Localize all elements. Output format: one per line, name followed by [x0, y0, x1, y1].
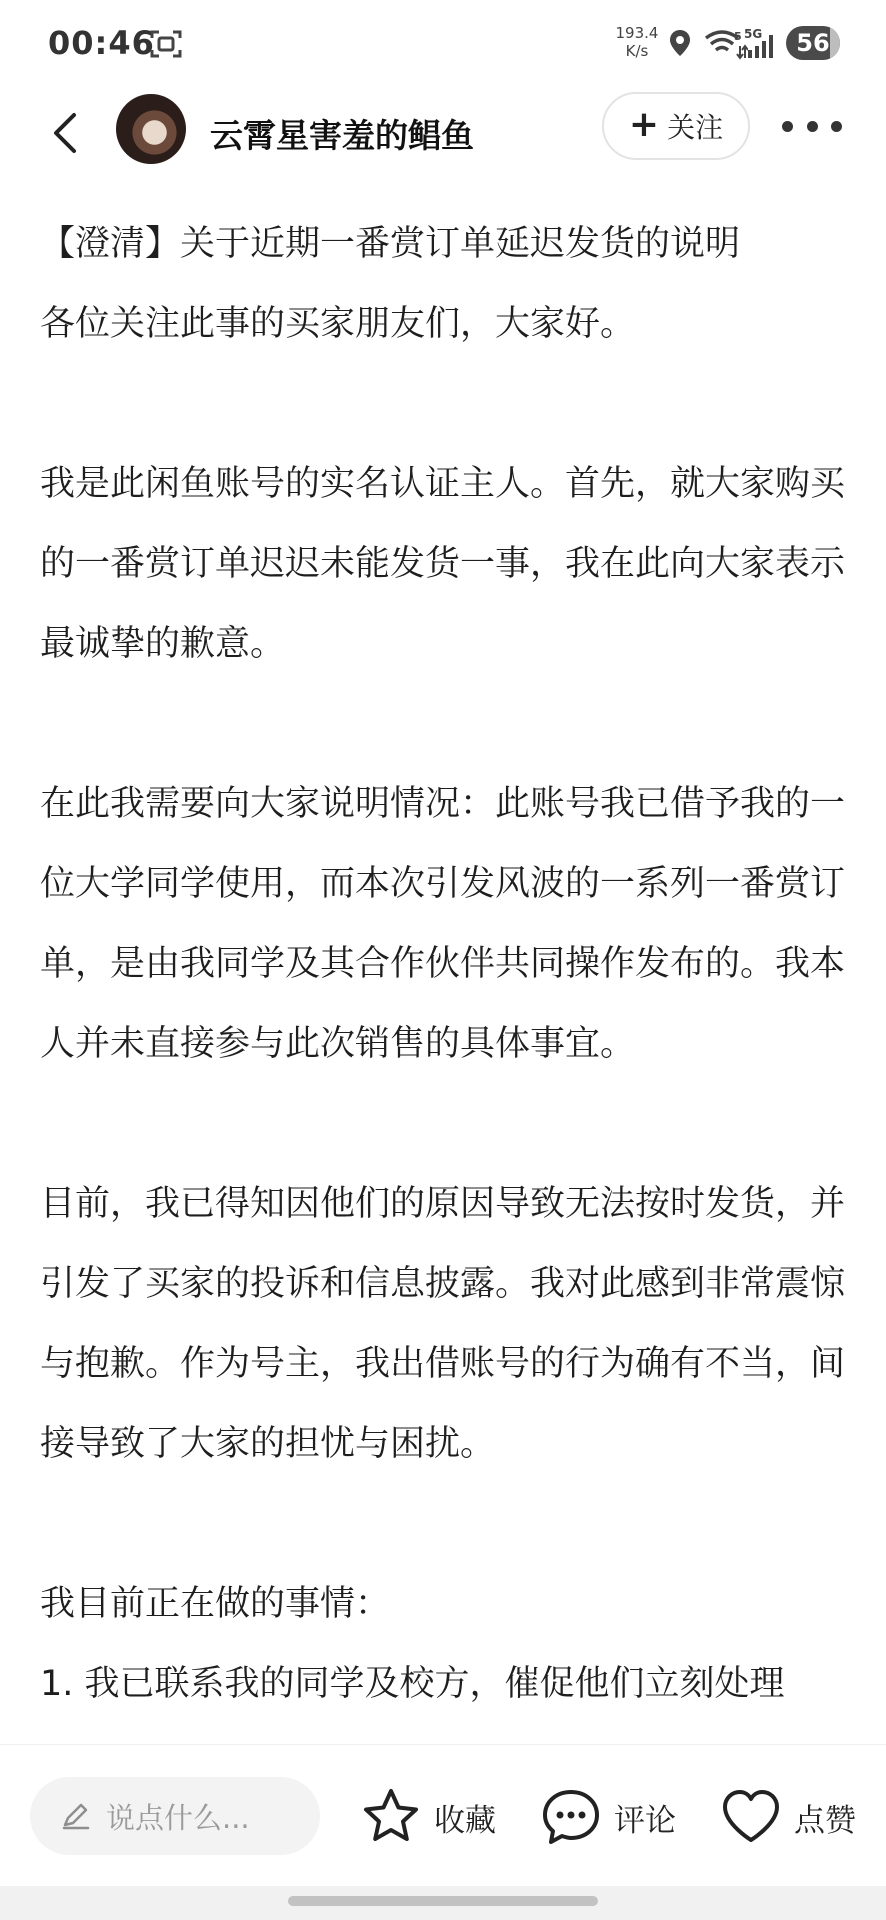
- comment-input[interactable]: [30, 1777, 320, 1855]
- plus-icon: +: [628, 103, 660, 145]
- wifi-icon: [704, 28, 748, 60]
- 5g-signal-icon: [744, 26, 780, 60]
- follow-button[interactable]: [602, 92, 750, 160]
- post-body: [40, 204, 850, 1724]
- pencil-icon: [60, 1800, 92, 1832]
- location-icon: [668, 28, 692, 58]
- net-speed: [612, 24, 662, 60]
- like-label: 点赞: [794, 1802, 856, 1839]
- back-icon: [50, 112, 80, 154]
- svg-text:5G: 5G: [744, 27, 763, 41]
- status-time: 00:46: [48, 24, 155, 62]
- star-icon: [360, 1787, 422, 1847]
- battery-indicator: [786, 26, 840, 60]
- paragraph-status: 目前，我已得知因他们的原因导致无法按时发货，并引发了买家的投诉和信息披露。我对此感到非常震惊与抱歉。作为号主，我出借账号的行为确有不当，间接导致了大家的担忧与困扰。: [40, 1184, 846, 1464]
- paragraph-explanation: 在此我需要向大家说明情况：此账号我已借予我的一位大学同学使用，而本次引发风波的一系列一番赏订单，是由我同学及其合作伙伴共同操作发布的。我本人并未直接参与此次销售的具体事宜。: [40, 784, 846, 1064]
- favorite-button[interactable]: [360, 1785, 496, 1849]
- status-bar: [0, 0, 886, 88]
- net-speed-unit: K/s: [625, 42, 649, 60]
- comment-label: 评论: [614, 1802, 676, 1839]
- comment-button[interactable]: [540, 1785, 676, 1849]
- net-speed-value: 193.4: [615, 24, 659, 42]
- like-button[interactable]: [720, 1785, 856, 1849]
- comment-placeholder: 说点什么...: [106, 1800, 250, 1835]
- avatar[interactable]: [116, 94, 186, 164]
- more-icon: [782, 121, 793, 132]
- heart-icon: [720, 1787, 782, 1847]
- paragraph-actions: 我目前正在做的事情： 1. 我已联系我的同学及校方，催促他们立刻处理: [40, 1584, 785, 1704]
- follow-label: 关注: [667, 111, 724, 144]
- paragraph-intro: 【澄清】关于近期一番赏订单延迟发货的说明 各位关注此事的买家朋友们，大家好。: [40, 224, 741, 344]
- username[interactable]: 云霄星害羞的鲳鱼: [210, 116, 474, 155]
- more-button[interactable]: [782, 106, 842, 146]
- svg-text:5: 5: [734, 30, 742, 43]
- bottom-action-bar: [0, 1744, 886, 1887]
- favorite-label: 收藏: [434, 1802, 496, 1839]
- home-indicator[interactable]: [288, 1896, 598, 1906]
- screenshot-icon: [150, 29, 182, 59]
- comment-icon: [540, 1787, 602, 1847]
- battery-level: 56: [796, 29, 830, 57]
- post-header: [0, 88, 886, 192]
- paragraph-apology: 我是此闲鱼账号的实名认证主人。首先，就大家购买的一番赏订单迟迟未能发货一事，我在此向大家表示最诚挚的歉意。: [40, 464, 846, 664]
- back-button[interactable]: [38, 106, 92, 160]
